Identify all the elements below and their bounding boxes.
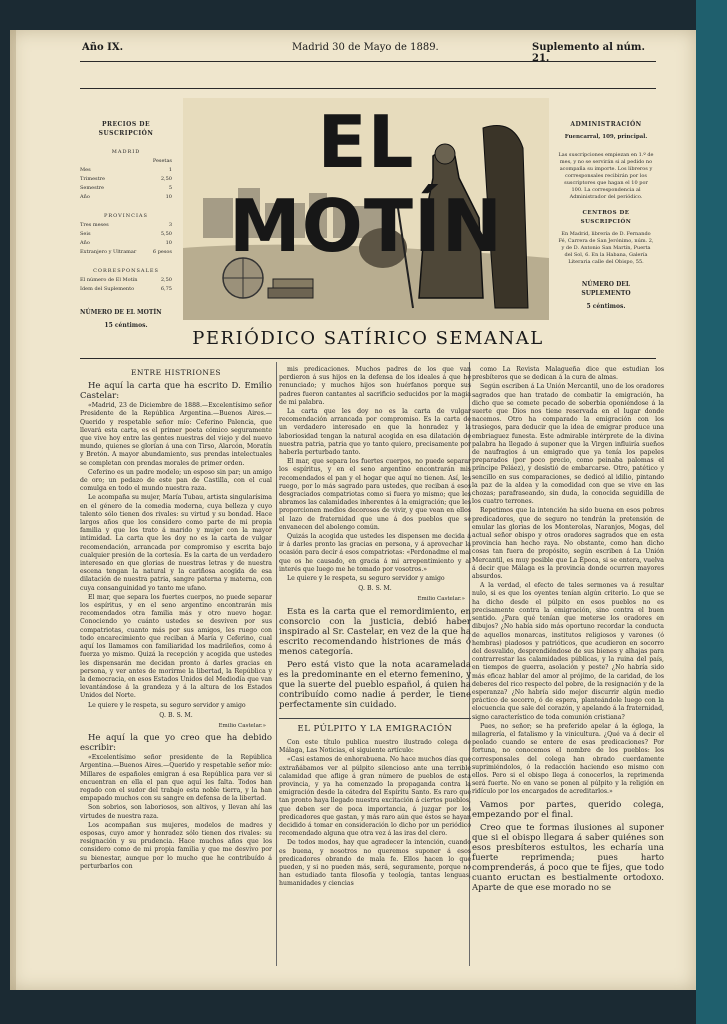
rate-row: Mes 1 xyxy=(80,167,172,173)
paragraph: Le acompaña su mujer, María Tubau, artista singularísima en el género de la comedia moderna, cuya belleza y cuyo talento sólo tienen dos rivales: su virtud y su bondad. Hace largos años que los considero como parte de mi propia familia y que los trato á marido y mujer con la mayor intimidad. La carta que les doy no es la carta de vulgar recomendación, arrancada por compromiso y escrita bajo cualquier presión de la cortesía. Es la carta de un verdadero interesado en que glorias de nuestras letras y de nuestra escena tengan la natural y la cariñosa acogida de esa dilatación de nuestra patria, sangre paterna y materna, con cuya consanguinidad yo tanto me ufano. xyxy=(80,494,272,592)
correspondent-rates xyxy=(80,276,172,294)
paragraph: Vamos por partes, querido colega, empezando por el final. xyxy=(472,799,664,820)
signature-name: Emilio Castelar.» xyxy=(417,596,465,603)
paragraph: Repetimos que la intención ha sido buena en esos pobres predicadores, que de seguro no tendrán la pretensión de emular las glorias de los Monterolas, Naranjos, Mogas, del actual señor obispo y otros oradores sagrados que en esta provincia han hecho raya. No obstante, como han dicho cosas tan fuera de propósito, según escriben á La Unión Mercantil, es muy posible que La Época, si se entera, vuelva á decir que Málaga es la provincia donde ocurren mayores absurdos. xyxy=(472,507,664,581)
rate-row: El número de El Motín 2,50 xyxy=(80,277,172,283)
rate-row: Idem del Suplemento 6,75 xyxy=(80,286,172,292)
paragraph: como La Revista Malagueña dice que estudian los presbíteros que se dedican á la cura de almas. xyxy=(472,366,664,382)
number-price: 15 céntimos. xyxy=(104,322,148,329)
paragraph: Son sobrios, son laboriosos, son altivos, y llevan ahí las virtudes de nuestra raza. xyxy=(80,804,272,820)
paragraph: He aquí la carta que ha escrito D. Emilio Castelar: xyxy=(80,381,272,402)
paragraph: Le quiere y le respeta, su seguro servidor y amigo xyxy=(287,575,445,583)
rate-row: Semestre 5 xyxy=(80,185,172,191)
subtitle-rule xyxy=(80,358,656,359)
paragraph: A la verdad, el efecto de tales sermones va á resultar nulo, si es que los oyentes tenían algún criterio. Lo que se ha dicho desde el púlpito en esos pueblos no es precisamente contra la emigración, sino contra el buen sentido. ¿Para qué tenían que meterse los oradores en dibujos? ¿No había sido más oportuno recordar la conducta de aquellos monarcas, institutos religiosos y varones (ó hembras) piadosos y patrióticos, que acudieron en socorro del desvalido, desprendiéndose de sus bienes y alhajas para contrarrestar las calamidades públicas, y la ruina del país, en tiempos de guerra, asolación y peste? ¿No habría sido más eficaz hablar del amor al prójimo, de la caridad, de los deberes del rico respecto del pobre, de la resignación y de la esperanza? ¿No habría sido mejor discurrir algún medio práctico de socorro, ó de espera, planteándole luego con la elocuencia que sale del corazón, y apelando á la fraternidad, signo característico de toda comunión cristiana? xyxy=(472,582,664,721)
newspaper-subtitle: PERIÓDICO SATÍRICO SEMANAL xyxy=(192,328,544,349)
issue-year: Año IX. xyxy=(82,42,124,53)
madrid-col-label: Pesetas xyxy=(152,158,172,164)
column-1 xyxy=(80,366,272,966)
paragraph: Con este título publica nuestro ilustrado colega de Málaga, Las Noticias, el siguiente artículo: xyxy=(279,738,471,755)
rate-row: Seis 5,50 xyxy=(80,231,172,237)
number-price-label: NÚMERO DE EL MOTÍN xyxy=(80,309,162,316)
masthead-illustration xyxy=(183,98,549,320)
section-heading: EL PÚLPITO Y LA EMIGRACIÓN xyxy=(279,718,471,733)
paragraph: Pero está visto que la nota acaramelada es la predominante en el eterno femenino, y que la suerte del pueblo español, á quien ha contribuído como nadie á perder, le tiene perfectamente sin cuidado. xyxy=(279,659,471,710)
paragraph: Los acompañan sus mujeres, modelos de madres y esposas, cuyo amor y honradez sólo tienen dos rivales: su resignación y su prudencia. Hace muchos años que los considero como de mi propia familia y que me desvivo por su bienestar, aunque por lo mucho que he contribuído á perturbarlos con xyxy=(80,821,272,870)
header-rule-2 xyxy=(80,88,656,89)
header-rule xyxy=(80,61,656,62)
centers-heading: CENTROS DE SUSCRIPCIÓN xyxy=(580,210,632,225)
paragraph: «Excelentísimo señor presidente de la República Argentina.—Buenos Aires.—Querido y respetable señor mío: Millares de españoles emigran á esa República para ver si encuentran en ella el pan que aquí les falta. Todos han regado con el sudor del trabajo esta noble tierra, y la han empapado muchos con su sangre en defensa de la libertad. xyxy=(80,754,272,803)
rate-row: Año 10 xyxy=(80,240,172,246)
admin-heading: ADMINISTRACIÓN xyxy=(570,121,642,128)
madrid-label: MADRID xyxy=(111,149,141,155)
signature-abbrev: Q. B. S. M. xyxy=(358,585,392,593)
administration-box xyxy=(558,120,654,311)
paragraph: «Madrid, 23 de Diciembre de 1888.—Excelentísimo señor Presidente de la República Argentina.—Buenos Aires.—Querido y respetable señor mío: Ceferino Palencia, que llevará esta carta, es el primer poeta cómico seguramente que vive hoy entre las gentes nuestras del viejo y del nuevo mundo, quienes se glorían á una con Tirso, Alarcón, Moratín y Bretón. A mayor abundamiento, sus prendas intelectuales se completan con prendas morales de primer orden. xyxy=(80,402,272,467)
provinces-label: PROVINCIAS xyxy=(104,213,148,219)
column-2 xyxy=(279,366,471,966)
paragraph: Según escriben á La Unión Mercantil, uno de los oradores sagrados que han tratado de combatir la emigración, ha dicho que se comete pecado de soberbia oponiéndose á la suerte que Dios nos tiene reservada en el lugar donde nacemos. Otro ha comparado la emigración con los trasiegos, para deducir que la idea de emigrar produce una embriaguez funesta. Este admirable intérprete de la divina palabra ha llegado á suponer que la Virgen influiría sueños de naufragios á un emigrado que ya tenía los papeles preparados (por poco precio, como peinaba palomas el príncipe Peláez), y desistió de embarcarse. Otro, patético y sencillo en sus comparaciones, se dedicó al idilio, pintando la paz de la aldea y la comodidad con que se vive en las chozas; parafraseando, sin duda, la conocida seguidilla de los cuatro terrones. xyxy=(472,383,664,506)
paragraph: Le quiere y le respeta, su seguro servidor y amigo xyxy=(88,701,246,709)
article-heading: ENTRE HISTRIONES xyxy=(130,368,222,377)
rate-row: Tres meses 3 xyxy=(80,222,172,228)
paragraph: Ceferino es un padre modelo; un esposo sin par; un amigo de oro; un pedazo de este pan de Castilla, con el cual comulga en todo el mundo nuestra raza. xyxy=(80,468,272,493)
supplement-number: Suplemento al núm. 21. xyxy=(532,42,645,64)
rate-row: Trimestre 2,50 xyxy=(80,176,172,182)
province-rates xyxy=(80,221,172,257)
paragraph: Creo que te formas ilusiones al suponer que si el obispo llegara á saber quiénes son esos presbíteros estultos, les echaría una fuerte reprimenda; pues harto comprenderás, á poco que te fijes, que todo cuanto eructan es bestialmente ortodoxo. Aparte de que ese morado no se xyxy=(472,822,664,893)
paragraph: He aquí la que yo creo que ha debido escribir: xyxy=(80,733,272,754)
admin-address: Fuencarral, 109, principal. xyxy=(564,134,648,140)
paragraph: Pues, no señor; se ha preferido apelar á la égloga, la milagrería, el fatalismo y la vinicultura. ¿Qué va á decir el peolado cuando se entere de esas predicaciones? Por fortuna, no conocemos el nombre de los pueblos: los corresponsales del colega han obrado cuerdamente suprimiéndolos, ó la redacción haciendo eso mismo con ellos. Pero si el obispo llega á conocerlos, la reprimenda será fuerte. No en vano se ponen al púlpito y la religión en ridículo por los encargados de acreditarlos.» xyxy=(472,722,664,796)
paragraph: «Casi estamos de enhorabuena. No hace muchos días que extrañábamos ver al púlpito silencioso ante una terrible calamidad que aflige á gran número de pueblos de esta provincia, y ya ha comenzado la propaganda contra la emigración desde la cátedra del Espíritu Santo. Es raro que tan pronto haya llegado nuestra excitación á ciertos pueblos, que deben ser de poca importancia, á juzgar por los predicadores que gastan, y más raro aún que éstos se hayan decidido á tomar en consideración lo dicho por un periódico recomendado alguna que otra vez á las iras del clero. xyxy=(279,756,471,838)
signature-abbrev: Q. B. S. M. xyxy=(159,711,193,719)
paragraph: El mar, que separa los fuertes cuerpos, no puede separar los espíritus, y en el seno argentino encontrarán mis recomendados el pan y el hogar que aquí no tienen. Así, les ruego, por lo más sagrado para ustedes, que reciban á esos desgraciados compatriotas como si fuera yo mismo; que les abramos las calamidades inherentes á la emigración; que les proporcionen medios decorosos de vivir, y que vean en ellos el lazo de fraternidad que une á dos pueblos que se envanecen del abolengo común. xyxy=(279,458,471,531)
paragraph: De todos modos, hay que agradecer la intención, cuando es buena, y nosotros no queremos suponer á esos predicadores obrando de mala fe. Ellos hacen lo que pueden, y si no pueden más, será, seguramente, porque no han estudiado tanta filosofía y teología, tantas lenguas, humanidades y ciencias xyxy=(279,839,471,888)
paragraph: El mar, que separa los fuertes cuerpos, no puede separar los espíritus, y en el seno argentino encontrarán mis recomendados otra familia más y otro nuevo hogar. Conociendo yo cuánto ustedes se desviven por sus compatriotas, cuanto más por sus amigos, les ruego con todo encarecimiento que reciban á María y Ceferino, cual aquí los llamamos con familiaridad los madrileños, como á fuerza yo mismo. Quizá la recepción y acogida que ustedes les dispensarán me decidan pronto á darles gracias en persona, y ver antes de morirme la libertad, la República y la democracia, en esos Estados Unidos del Mediodía que van levantándose á la grandeza y á la altura de los Estados Unidos del Norte. xyxy=(80,593,272,700)
binding-edge xyxy=(696,0,727,1024)
supplement-price: 5 céntimos. xyxy=(586,303,626,310)
prices-heading: PRECIOS DE SUSCRIPCIÓN xyxy=(98,121,154,137)
correspondents-label: CORRESPONSALES xyxy=(93,268,159,274)
column-divider xyxy=(276,362,277,966)
newspaper-title: EL MOTÍN xyxy=(228,100,503,268)
admin-notes: Las suscripciones empiezan en 1.º de mes, y no se servirán si al pedido no acompaña su importe. Los libreros y corresponsales recibirán por los suscriptores que hagan el 10 por 100. La correspondencia al Administrador del periódico. xyxy=(558,152,654,200)
centers-text: En Madrid, librería de D. Fernando Fé, Carrera de San Jerónimo, núm. 2, y de D. Antonio San Martín, Puerta del Sol, 6. En la Habana, Galería Literaria calle del Obispo, 55. xyxy=(558,231,654,265)
rate-row: Extranjero y Ultramar 6 pesos xyxy=(80,249,172,255)
supplement-price-label: NÚMERO DEL SUPLEMENTO xyxy=(581,281,631,297)
column-3 xyxy=(472,366,664,966)
issue-date: Madrid 30 de Mayo de 1889. xyxy=(292,42,439,53)
paragraph: Esta es la carta que el remordimiento, en consorcio con la justicia, debió haber inspirado al Sr. Castelar, en vez de la que ha escrito recomendando histriones de más ó menos categoría. xyxy=(279,606,471,657)
madrid-rates xyxy=(80,166,172,202)
paragraph: La carta que les doy no es la carta de vulgar recomendación arrancada por compromiso. Es la carta de un verdadero interesado en que la honradez y la laboriosidad tengan la natural acogida en esa dilatación de nuestra patria, patria que yo tanto quiero, precisamente por haberla perturbado tanto. xyxy=(279,408,471,457)
signature-name: Emilio Castelar.» xyxy=(218,722,266,729)
subscription-prices xyxy=(80,120,172,330)
paragraph: mis predicaciones. Muchos padres de los que van perdieron á sus hijos en la defensa de los ideales á que he renunciado; y muchos hijos son huérfanos porque sus padres fueron cantantes al sacrificio seducidos por la magia de mi palabra. xyxy=(279,366,471,406)
paragraph: Quizás la acogida que ustedes les dispensen me decida á ir á darles pronto las gracias en persona, y á aprovechar la ocasión para decir á esos compatriotas: «Perdonadme el mal que os he causado, en gracia á mi arrepentimiento y al interés que luego me he tomado por vosotros.» xyxy=(279,533,471,573)
dateline-bar xyxy=(68,40,658,64)
rate-row: Año 10 xyxy=(80,194,172,200)
